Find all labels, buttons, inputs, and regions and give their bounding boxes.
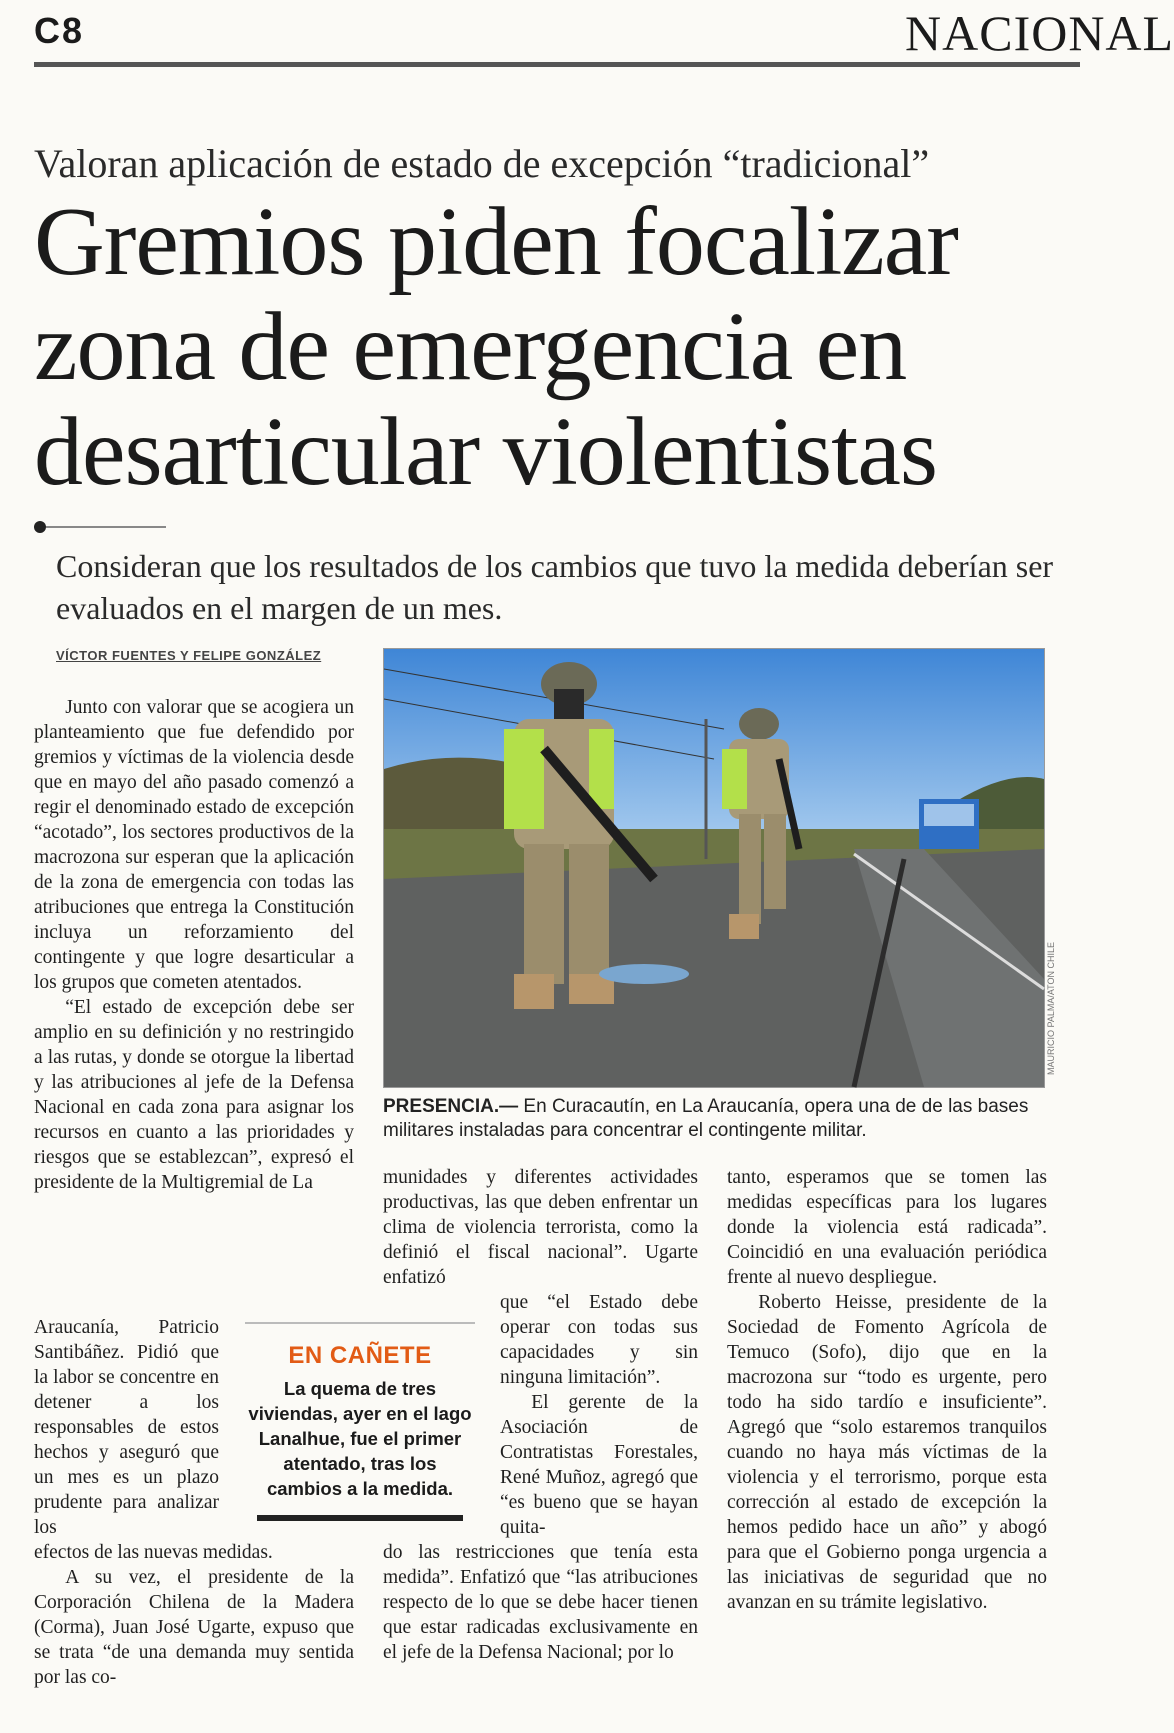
body-column-2-narrow bbox=[500, 1290, 698, 1540]
body-paragraph: efectos de las nuevas medidas. bbox=[34, 1542, 273, 1563]
caption-text: En Curacautín, en La Araucanía, opera una de de las bases militares instaladas para concentrar el contingente militar. bbox=[383, 1096, 1029, 1141]
body-column-1 bbox=[34, 695, 354, 1195]
pullquote-text: La quema de tres viviendas, ayer en el lago Lanalhue, fue el primer atentado, tras los cambios a la medida. bbox=[248, 1378, 472, 1499]
article-headline: Gremios piden focalizar zona de emergencia en desarticular violentistas bbox=[34, 188, 958, 506]
caption-label: PRESENCIA.— bbox=[383, 1096, 519, 1117]
photo-credit: MAURICIO PALMA/ATON CHILE bbox=[1046, 941, 1056, 1075]
body-paragraph: do las restricciones que tenía esta medida”. Enfatizó que “las atribuciones respecto de lo que se debe hacer tienen que estar radicadas exclusivamente en el jefe de la Defensa Nacional; por lo bbox=[383, 1542, 698, 1663]
body-paragraph: Araucanía, Patricio Santibáñez. Pidió que la labor se concentre en detener a los responsables de estos hechos y aseguró que un mes es un plazo prudente para analizar los bbox=[34, 1317, 219, 1538]
body-column-2 bbox=[383, 1165, 698, 1290]
body-paragraph: munidades y diferentes actividades productivas, las que deben enfrentar un clima de violencia terrorista, como la definió el fiscal nacional”. Ugarte enfatizó bbox=[383, 1167, 698, 1288]
header-rule bbox=[34, 62, 1080, 67]
body-paragraph: tanto, esperamos que se tomen las medidas específicas para los lugares donde la violencia está radicada”. Coincidió en una evaluación periódica frente al nuevo despliegue. bbox=[727, 1167, 1047, 1288]
body-column-3 bbox=[727, 1165, 1047, 1615]
body-paragraph: Junto con valorar que se acogiera un planteamiento que fue defendido por gremios y víctimas de la violencia desde que en mayo del año pasado comenzó a regir el denominado estado de excepción “acotado”, los sectores productivos de la macrozona sur esperan que la aplicación de la zona de emergencia con todas las atribuciones que entrega la Constitución incluya un reforzamiento del contingente y que logre desarticular a los grupos que cometen atentados. bbox=[34, 697, 354, 993]
article-byline: VÍCTOR FUENTES Y FELIPE GONZÁLEZ bbox=[56, 648, 322, 663]
body-paragraph: El gerente de la Asociación de Contratistas Forestales, René Muñoz, agregó que “es bueno que se hayan quita- bbox=[500, 1392, 698, 1538]
body-paragraph: “El estado de excepción debe ser amplio en su definición y no restringido a las rutas, y donde se otorgue la libertad y las atribuciones al jefe de la Defensa Nacional en cada zona para asignar los recursos en cuanto a las prioridades y riesgos que se establezcan”, expresó el presidente de la Multigremial de La bbox=[34, 997, 354, 1193]
body-column-2-bottom bbox=[383, 1540, 698, 1665]
body-paragraph: que “el Estado debe operar con todas sus capacidades y sin ninguna limitación”. bbox=[500, 1292, 698, 1388]
article-kicker: Valoran aplicación de estado de excepción “tradicional” bbox=[34, 141, 930, 186]
pullquote-title: EN CAÑETE bbox=[288, 1342, 432, 1369]
body-paragraph: A su vez, el presidente de la Corporación Chilena de la Madera (Corma), Juan José Ugarte, expuso que se trata “de una demanda muy sentida por las co- bbox=[34, 1567, 354, 1688]
body-column-1-narrow bbox=[34, 1315, 219, 1540]
page-number: C8 bbox=[34, 10, 85, 51]
photo-caption bbox=[383, 1095, 1048, 1143]
pullquote-rule bbox=[257, 1515, 463, 1521]
soldiers-road-photo bbox=[384, 649, 1044, 1087]
article-summary: Consideran que los resultados de los cambios que tuvo la medida deberían ser evaluados en el margen de un mes. bbox=[56, 548, 1054, 626]
summary-bullet-icon bbox=[34, 521, 46, 533]
news-photo bbox=[383, 648, 1045, 1088]
section-title: NACIONAL bbox=[905, 5, 1174, 61]
summary-rule bbox=[46, 526, 166, 528]
body-paragraph: Roberto Heisse, presidente de la Sociedad de Fomento Agrícola de Temuco (Sofo), dijo que en la macrozona sur “todo es urgente, pero todo ha sido tardío e insuficiente”. Agregó que “solo estaremos tranquilos cuando no haya más víctimas de la violencia y el terrorismo, porque esta corrección al estado de excepción la hemos pedido hace un año” y abogó para que el Gobierno ponga urgencia a las iniciativas de seguridad que no avanzan en su trámite legislativo. bbox=[727, 1292, 1047, 1613]
body-column-1-bottom bbox=[34, 1540, 354, 1690]
pullquote-box bbox=[245, 1322, 475, 1521]
